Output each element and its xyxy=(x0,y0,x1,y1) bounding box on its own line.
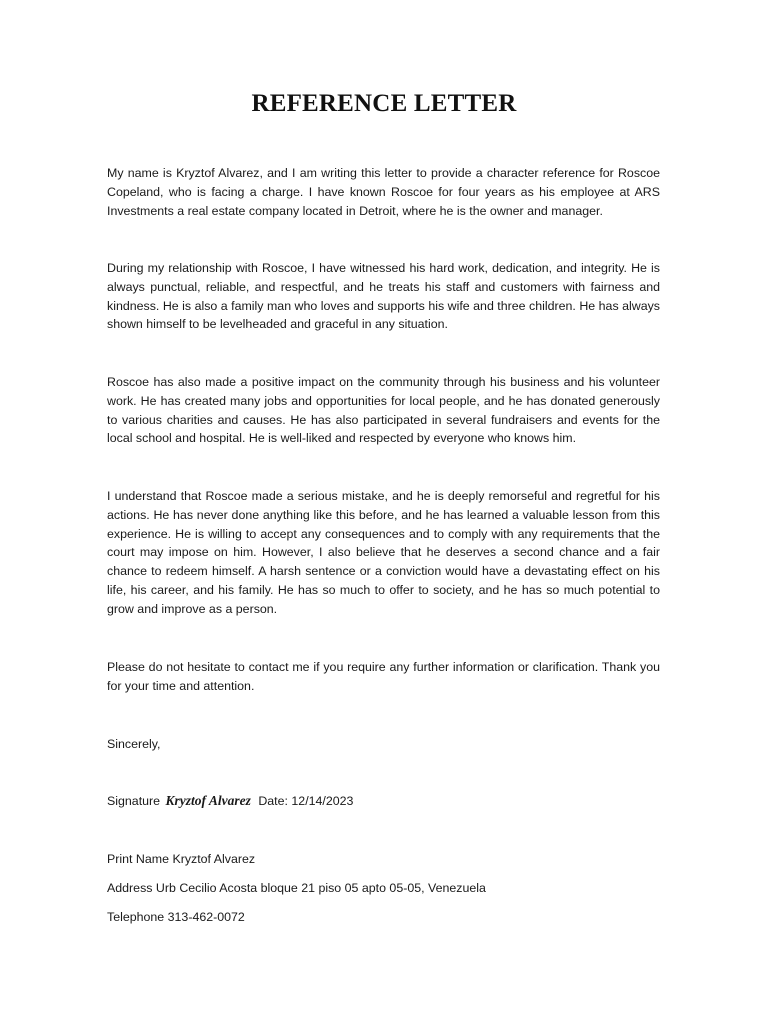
paragraph-character: During my relationship with Roscoe, I have witnessed his hard work, dedication, and integrity. He is always punctual, reliable, and respectful, and he treats his staff and customers with fairness and kindness. He is also a family man who loves and supports his wife and three children. He has always shown himself to be levelheaded and graceful in any situation. xyxy=(107,261,660,332)
telephone-line xyxy=(107,908,245,927)
address-line xyxy=(107,879,486,898)
telephone-value: 313-462-0072 xyxy=(167,910,245,924)
paragraph-contact: Please do not hesitate to contact me if you require any further information or clarification. Thank you for your time and attention. xyxy=(107,660,660,693)
paragraph-community: Roscoe has also made a positive impact on the community through his business and his volunteer work. He has created many jobs and opportunities for local people, and he has donated generously to various charities and causes. He has also participated in several fundraisers and events for the local school and hospital. He is well-liked and respected by everyone who knows him. xyxy=(107,375,660,446)
address-label: Address xyxy=(107,881,153,895)
letter-title: REFERENCE LETTER xyxy=(251,90,517,117)
address-value: Urb Cecilio Acosta bloque 21 piso 05 apto 05-05, Venezuela xyxy=(155,881,486,895)
signature-line xyxy=(107,792,353,811)
signature-label: Signature xyxy=(107,794,161,808)
paragraph-remorse: I understand that Roscoe made a serious mistake, and he is deeply remorseful and regretful for his actions. He has never done anything like this before, and he has learned a valuable lesson from this experience. He is willing to accept any consequences and to comply with any requirements that the court may impose on him. However, I also believe that he deserves a second chance and a fair chance to redeem himself. A harsh sentence or a conviction would have a devastating effect on his life, his career, and his family. He has so much to offer to society, and he has so much potential to grow and improve as a person. xyxy=(107,489,660,616)
date-label: Date: xyxy=(258,794,288,808)
date-value: 12/14/2023 xyxy=(291,794,354,808)
print-name-label: Print Name xyxy=(107,852,169,866)
print-name-line xyxy=(107,850,255,869)
telephone-label: Telephone xyxy=(107,910,165,924)
signature-name: Kryztof Alvarez xyxy=(165,793,251,808)
closing-line: Sincerely, xyxy=(107,737,161,751)
print-name-value: Kryztof Alvarez xyxy=(172,852,256,866)
paragraph-introduction: My name is Kryztof Alvarez, and I am writing this letter to provide a character reference for Roscoe Copeland, who is facing a charge. I have known Roscoe for four years as his employee at ARS Investments a real estate company located in Detroit, where he is the owner and manager. xyxy=(107,166,660,218)
